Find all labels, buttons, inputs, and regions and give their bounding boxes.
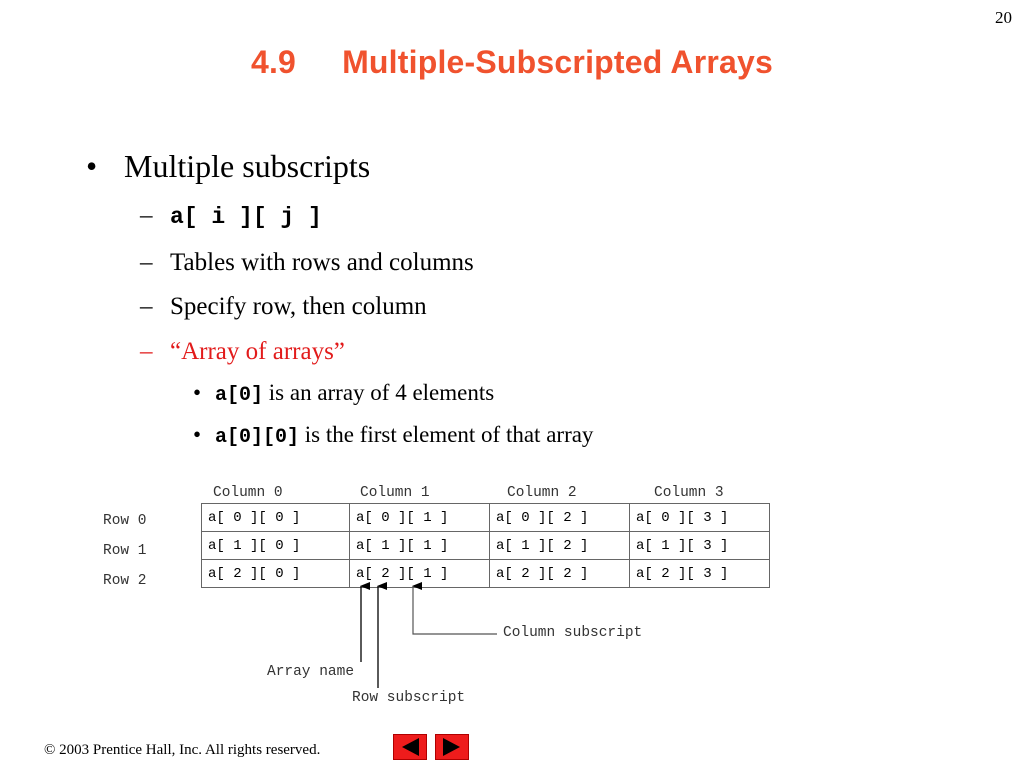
bullet-dot-icon: • — [86, 148, 98, 184]
table-cell: a[ 0 ][ 1 ] — [350, 504, 490, 532]
sub-item-specify-text: Specify row, then column — [170, 293, 427, 320]
footer-copyright — [44, 742, 320, 759]
array-name-label: Array name — [267, 664, 355, 680]
sub-item-code-text: a[ i ][ j ] — [170, 204, 322, 230]
table-cell: a[ 1 ][ 2 ] — [490, 532, 630, 560]
sub-item-tables-text: Tables with rows and columns — [170, 249, 474, 276]
previous-slide-button[interactable] — [393, 734, 427, 760]
slide-number: 20 — [995, 8, 1012, 27]
next-slide-button[interactable] — [435, 734, 469, 760]
column-subscript-arrow — [413, 586, 497, 634]
table-cell: a[ 1 ][ 0 ] — [202, 532, 350, 560]
table-cell: a[ 0 ][ 3 ] — [630, 504, 770, 532]
title-text: Multiple-Subscripted Arrays — [342, 44, 774, 80]
table-cell: a[ 2 ][ 0 ] — [202, 560, 350, 588]
table-cell: a[ 0 ][ 2 ] — [490, 504, 630, 532]
table-cell: a[ 2 ][ 2 ] — [490, 560, 630, 588]
row-header-0: Row 0 — [103, 513, 147, 529]
table-cell: a[ 0 ][ 0 ] — [202, 504, 350, 532]
left-triangle-icon — [394, 735, 426, 759]
dash-icon: – — [140, 202, 153, 229]
footer-text: 2003 Prentice Hall, Inc. All rights reserved. — [59, 742, 321, 758]
dash-icon: – — [140, 249, 153, 276]
table-cell: a[ 2 ][ 3 ] — [630, 560, 770, 588]
title-number: 4.9 — [250, 44, 297, 80]
column-header-3: Column 3 — [654, 485, 724, 501]
sub-item-array-of-arrays-text: “Array of arrays” — [170, 338, 345, 365]
row-header-2: Row 2 — [103, 573, 147, 589]
right-triangle-icon — [436, 735, 468, 759]
column-header-2: Column 2 — [507, 485, 577, 501]
row-header-1: Row 1 — [103, 543, 147, 559]
subsub-item-a0-code: a[0] — [215, 384, 264, 407]
bullet-dot-icon: • — [193, 380, 202, 405]
table-cell: a[ 1 ][ 1 ] — [350, 532, 490, 560]
dash-icon: – — [140, 293, 153, 320]
table-cell: a[ 1 ][ 3 ] — [630, 532, 770, 560]
table-cell: a[ 2 ][ 1 ] — [350, 560, 490, 588]
row-subscript-label: Row subscript — [352, 690, 466, 706]
subsub-item-a00-text: is the first element of that array — [304, 422, 594, 447]
subsub-item-a00-code: a[0][0] — [215, 426, 300, 449]
column-header-1: Column 1 — [360, 485, 430, 501]
bullet-text: Multiple subscripts — [124, 148, 371, 184]
dash-icon: – — [140, 338, 153, 365]
copyright-icon: © — [44, 742, 56, 758]
column-header-0: Column 0 — [213, 485, 283, 501]
subsub-item-a0-text: is an array of 4 elements — [268, 380, 495, 405]
column-subscript-label: Column subscript — [503, 625, 643, 641]
bullet-dot-icon: • — [193, 422, 202, 447]
